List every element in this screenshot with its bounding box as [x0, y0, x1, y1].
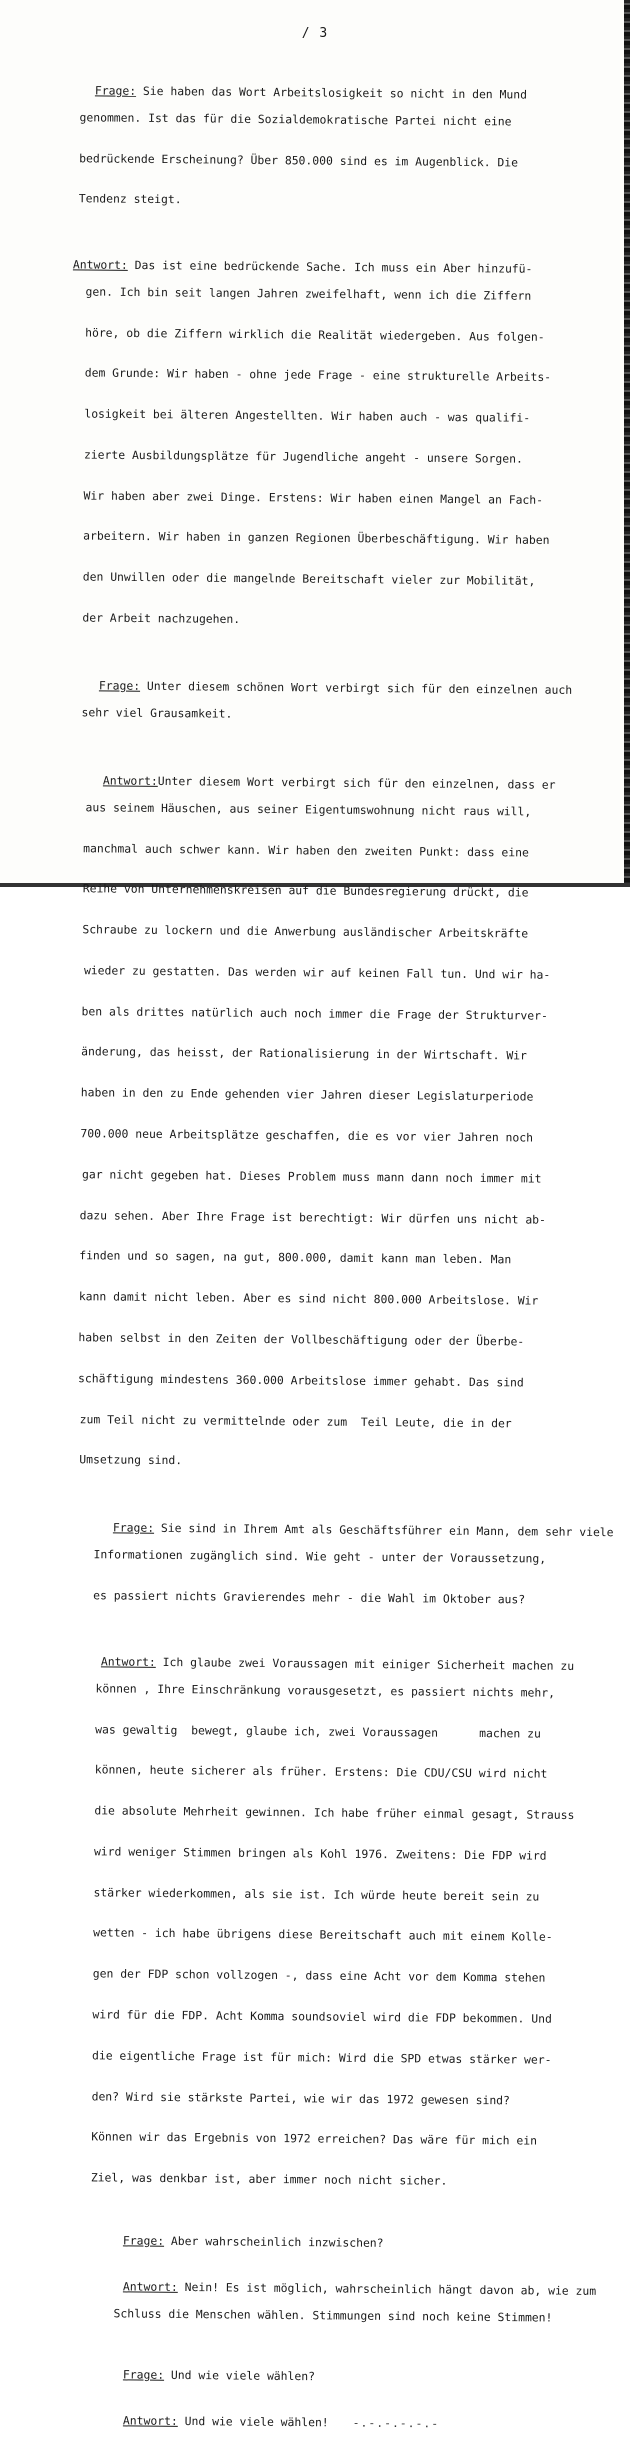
text-line: Tendenz steigt. — [78, 191, 182, 207]
text-line: Reihe von Unternehmenskreisen auf die Bundesregierung drückt, die — [82, 881, 529, 900]
qa-block — [81, 2266, 630, 2353]
text-line: dem Grunde: Wir haben - ohne jede Frage - eine strukturelle Arbeits- — [84, 365, 552, 385]
text-line: Informationen zugänglich sind. Wie geht - unter der Voraussetzung, — [93, 1546, 547, 1565]
text-line: manchmal auch schwer kann. Wir haben den zweiten Punkt: dass eine — [83, 840, 529, 859]
text-line: Unter diesem schönen Wort verbirgt sich für den einzelnen auch — [140, 678, 573, 697]
end-mark: -.-.-.-.-.- — [352, 2415, 440, 2430]
page-number: / 3 — [301, 26, 329, 41]
text-line: Wir haben aber zwei Dinge. Erstens: Wir haben einen Mangel an Fach- — [83, 488, 544, 507]
text-line: können , Ihre Einschränkung vorausgesetzt, es passiert nichts mehr, — [95, 1681, 556, 1700]
text-line: haben in den zu Ende gehenden vier Jahren dieser Legislaturperiode — [80, 1084, 534, 1104]
qa-block — [52, 70, 630, 239]
text-line: finden und so sagen, na gut, 800.000, damit kann man leben. Man — [79, 1248, 512, 1267]
text-line: stärker wiederkommen, als sie ist. Ich würde heute bereit sein zu — [93, 1884, 540, 1904]
text-line: haben selbst in den Zeiten der Vollbeschäftigung oder der Überbe- — [78, 1329, 525, 1348]
qa-block — [82, 2354, 630, 2400]
text-line: losigkeit bei älteren Angestellten. Wir haben auch - was qualifi- — [84, 406, 531, 426]
text-line: Und wie viele wählen? — [164, 2367, 316, 2384]
text-line: Können wir das Ergebnis von 1972 erreichen? Das wäre für mich ein — [91, 2129, 538, 2148]
text-line: die eigentliche Frage ist für mich: Wird die SPD etwas stärker wer- — [91, 2048, 552, 2067]
text-line: Aber wahrscheinlich inzwischen? — [164, 2233, 384, 2250]
text-line: den Unwillen oder die mangelnde Bereitschaft vieler zur Mobilität, — [82, 569, 536, 589]
qa-block — [71, 1507, 630, 1635]
text-line: die absolute Mehrheit gewinnen. Ich habe früher einmal gesagt, Strauss — [94, 1803, 575, 1822]
text-line: arbeitern. Wir haben in ganzen Regionen Überbeschäftigung. Wir haben — [83, 529, 550, 548]
text-line: kann damit nicht leben. Aber es sind nicht 800.000 Arbeitslose. Wir — [78, 1288, 539, 1308]
text-line: schäftigung mindestens 360.000 Arbeitslose immer gehabt. Das sind — [78, 1370, 524, 1389]
text-line: Sie sind in Ihrem Amt als Geschäftsführer ein Mann, dem sehr viele — [154, 1519, 614, 1539]
text-line: wetten - ich habe übrigens diese Bereitschaft auch mit einem Kolle- — [93, 1925, 553, 1945]
text-line: Unter diesem Wort verbirgt sich für den einzelnen, dass er — [157, 773, 556, 791]
qa-block — [55, 1641, 630, 2217]
text-line: wird für die FDP. Acht Komma soundsoviel wird die FDP bekommen. Und — [92, 2007, 552, 2026]
text-line: Nein! Es ist möglich, wahrscheinlich hängt davon ab, wie zum — [177, 2279, 597, 2298]
text-line: Schraube zu lockern und die Anwerbung ausländischer Arbeitskräfte — [82, 921, 529, 941]
text-line: änderung, das heisst, der Rationalisierung in der Wirtschaft. Wir — [81, 1044, 528, 1063]
text-line: höre, ob die Ziffern wirklich die Realität wiedergeben. Aus folgen- — [85, 325, 545, 344]
text-line: Ziel, was denkbar ist, aber immer noch nicht sicher. — [90, 2170, 448, 2188]
text-line: gen. Ich bin seit langen Jahren zweifelhaft, wenn ich die Ziffern — [85, 284, 532, 303]
text-line: Und wie viele wählen! — [177, 2413, 329, 2429]
text-line: Umsetzung sind. — [79, 1451, 183, 1467]
text-line: wieder zu gestatten. Das werden wir auf keinen Fall tun. Und wir ha- — [83, 962, 551, 982]
text-line: sehr viel Grausamkeit. — [81, 704, 233, 721]
qa-block — [57, 665, 630, 752]
text-line: zierte Ausbildungsplätze für Jugendliche angeht - unsere Sorgen. — [83, 447, 523, 466]
speaker-label: Frage: — [94, 82, 137, 98]
interview-text — [0, 58, 630, 2441]
speaker-label: Frage: — [112, 1519, 155, 1534]
text-line: ben als drittes natürlich auch noch immer die Frage der Strukturver- — [81, 1003, 548, 1022]
text-line: können, heute sicherer als früher. Erstens: Die CDU/CSU wird nicht — [94, 1762, 548, 1781]
text-line: gar nicht gegeben hat. Dieses Problem muss mann dann noch immer mit — [81, 1166, 542, 1185]
text-line: der Arbeit nachzugehen. — [82, 610, 241, 627]
text-line: es passiert nichts Gravierendes mehr - die Wahl im Oktober aus? — [93, 1587, 526, 1606]
speaker-label: Antwort: — [122, 2278, 178, 2294]
text-line: was gewaltig bewegt, glaube ich, zwei Voraussagen machen zu — [95, 1721, 541, 1741]
speaker-label: Frage: — [122, 2232, 165, 2248]
text-line: dazu sehen. Aber Ihre Frage ist berechtigt: Wir dürfen uns nicht ab- — [79, 1207, 547, 1226]
text-line: Schluss die Menschen wählen. Stimmungen sind noch keine Stimmen! — [113, 2305, 553, 2324]
text-line: wird weniger Stimmen bringen als Kohl 1976. Zweitens: Die FDP wird — [93, 1844, 547, 1863]
qa-block — [28, 244, 630, 658]
text-line: genommen. Ist das für die Sozialdemokratische Partei nicht eine — [79, 110, 512, 129]
text-line: Sie haben das Wort Arbeitslosigkeit so nicht in den Mund — [136, 83, 528, 102]
speaker-label: Antwort: — [122, 2412, 178, 2428]
text-line: Das ist eine bedrückende Sache. Ich muss ein Aber hinzufü- — [127, 257, 533, 276]
qa-block — [82, 2400, 630, 2446]
text-line: den? Wird sie stärkste Partei, wie wir das 1972 gewesen sind? — [91, 2088, 511, 2107]
text-line: Ich glaube zwei Voraussagen mit einiger Sicherheit machen zu — [155, 1654, 575, 1673]
qa-block — [55, 760, 630, 1499]
speaker-label: Frage: — [122, 2367, 165, 2382]
qa-block — [82, 2220, 630, 2266]
speaker-label: Antwort: — [102, 772, 158, 788]
text-line: zum Teil nicht zu vermittelnde oder zum Teil Leute, die in der — [79, 1411, 512, 1430]
text-line: aus seinem Häuschen, aus seiner Eigentumswohnung nicht raus will, — [85, 799, 532, 818]
speaker-label: Antwort: — [100, 1653, 156, 1669]
speaker-label: Antwort: — [72, 257, 128, 272]
text-line: gen der FDP schon vollzogen -, dass eine Acht vor dem Komma stehen — [92, 1966, 546, 1985]
text-line: 700.000 neue Arbeitsplätze geschaffen, die es vor vier Jahren noch — [80, 1125, 534, 1145]
speaker-label: Frage: — [98, 677, 141, 693]
text-line: bedrückende Erscheinung? Über 850.000 sind es im Augenblick. Die — [79, 150, 519, 170]
